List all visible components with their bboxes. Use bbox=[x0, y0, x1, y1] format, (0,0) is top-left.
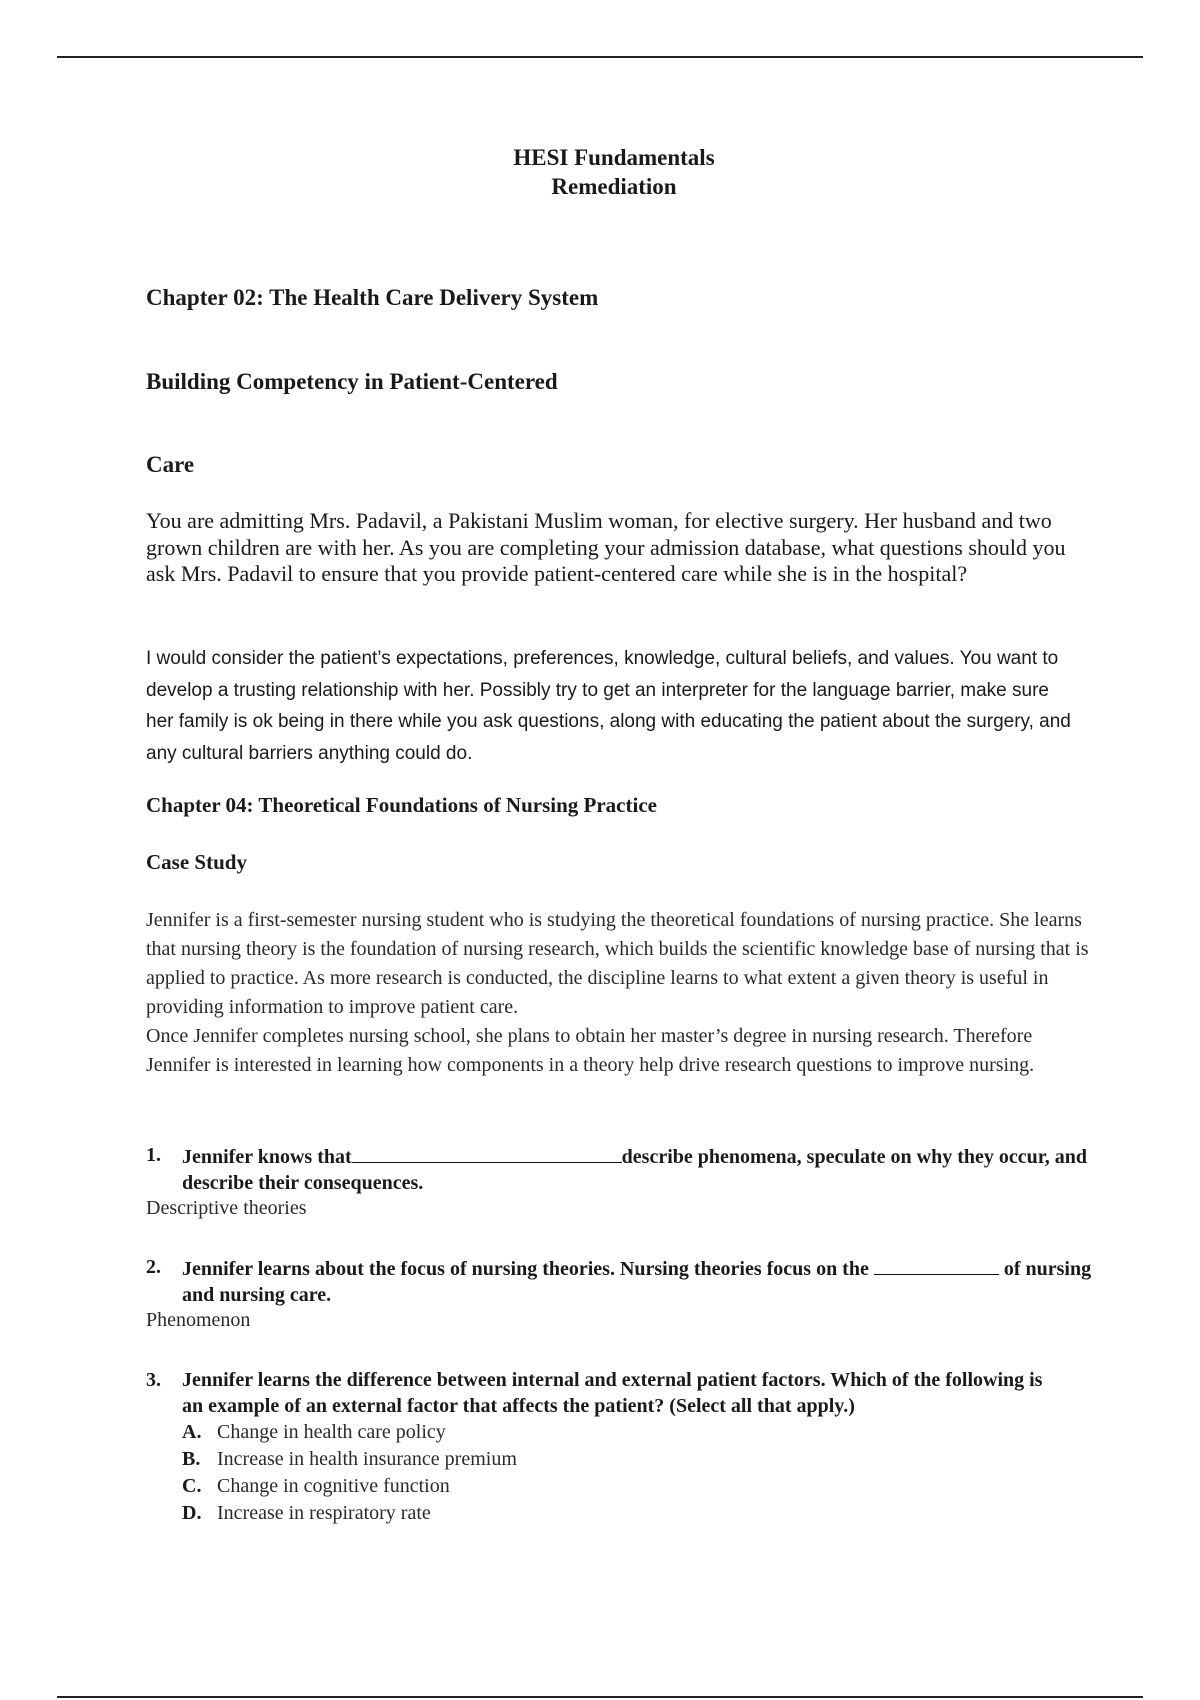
case-study-paragraph-1: Jennifer is a first-semester nursing student who is studying the theoretical foundations of nursing practice. She learns that nursing theory is the foundation of nursing research, which builds the scientific knowledge base of nursing that is applied to practice. As more research is conducted, the discipline learns to what extent a given theory is useful in providing information to improve patient care. bbox=[146, 909, 1089, 1018]
option-letter: A. bbox=[182, 1421, 202, 1443]
question-1 bbox=[146, 1143, 1106, 1221]
question-2 bbox=[146, 1255, 1106, 1333]
case-prompt: You are admitting Mrs. Padavil, a Pakistani Muslim woman, for elective surgery. Her husband and two grown children are with her. As you are completing your admission database, what questions should you ask Mrs. Padavil to ensure that you provide patient-centered care while she is in the hospital? bbox=[146, 508, 1066, 586]
option-b bbox=[182, 1446, 1106, 1473]
student-response: I would consider the patient’s expectations, preferences, knowledge, cultural beliefs, and values. You want to develop a trusting relationship with her. Possibly try to get an interpreter for the language barrier, make sure her family is ok being in there while you ask questions, along with educating the patient about the surgery, and any cultural barriers anything could do. bbox=[146, 648, 1071, 764]
question-number: 3. bbox=[146, 1369, 161, 1391]
option-letter: C. bbox=[182, 1475, 202, 1497]
question-text-start: Jennifer learns about the focus of nursing theories. Nursing theories focus on the bbox=[182, 1258, 869, 1280]
case-study-text bbox=[146, 906, 1101, 1080]
top-rule bbox=[57, 56, 1143, 58]
answer-text: Descriptive theories bbox=[146, 1197, 307, 1219]
option-text: Increase in health insurance premium bbox=[217, 1448, 517, 1470]
question-number: 1. bbox=[146, 1144, 161, 1166]
chapter-04-heading: Chapter 04: Theoretical Foundations of Nursing Practice bbox=[146, 793, 657, 817]
question-text-end: describe phenomena, speculate on why they occur, and describe their consequences. bbox=[182, 1146, 1088, 1194]
answer-options bbox=[182, 1419, 1106, 1527]
option-c bbox=[182, 1473, 1106, 1500]
case-study-paragraph-2: Once Jennifer completes nursing school, she plans to obtain her master’s degree in nursing research. Therefore Jennifer is interested in learning how components in a theory help drive research questions to improve nursing. bbox=[146, 1025, 1035, 1076]
case-study-heading: Case Study bbox=[146, 850, 247, 874]
option-a bbox=[182, 1419, 1106, 1446]
fill-in-blank bbox=[352, 1143, 622, 1163]
chapter-02-heading: Chapter 02: The Health Care Delivery System bbox=[146, 285, 599, 310]
question-number: 2. bbox=[146, 1256, 161, 1278]
option-text: Change in health care policy bbox=[217, 1421, 446, 1443]
bottom-rule bbox=[57, 1696, 1143, 1698]
title-line-1: HESI Fundamentals bbox=[513, 145, 715, 170]
question-text-start: Jennifer knows that bbox=[182, 1146, 352, 1168]
option-text: Change in cognitive function bbox=[217, 1475, 450, 1497]
option-letter: D. bbox=[182, 1502, 202, 1524]
option-d bbox=[182, 1500, 1106, 1527]
option-text: Increase in respiratory rate bbox=[217, 1502, 431, 1524]
option-letter: B. bbox=[182, 1448, 201, 1470]
section-heading: Building Competency in Patient-Centered bbox=[146, 369, 558, 394]
answer-text: Phenomenon bbox=[146, 1309, 251, 1331]
question-3 bbox=[146, 1368, 1106, 1527]
question-text: Jennifer learns the difference between internal and external patient factors. Which of the following is an example of an external factor that affects the patient? (Select all that apply.) bbox=[182, 1369, 1043, 1417]
document-title bbox=[0, 143, 1200, 201]
title-line-2: Remediation bbox=[551, 174, 677, 199]
section-heading-continued: Care bbox=[146, 452, 195, 477]
question-text-end: of nursing and nursing care. bbox=[182, 1258, 1092, 1306]
fill-in-blank bbox=[874, 1255, 999, 1275]
